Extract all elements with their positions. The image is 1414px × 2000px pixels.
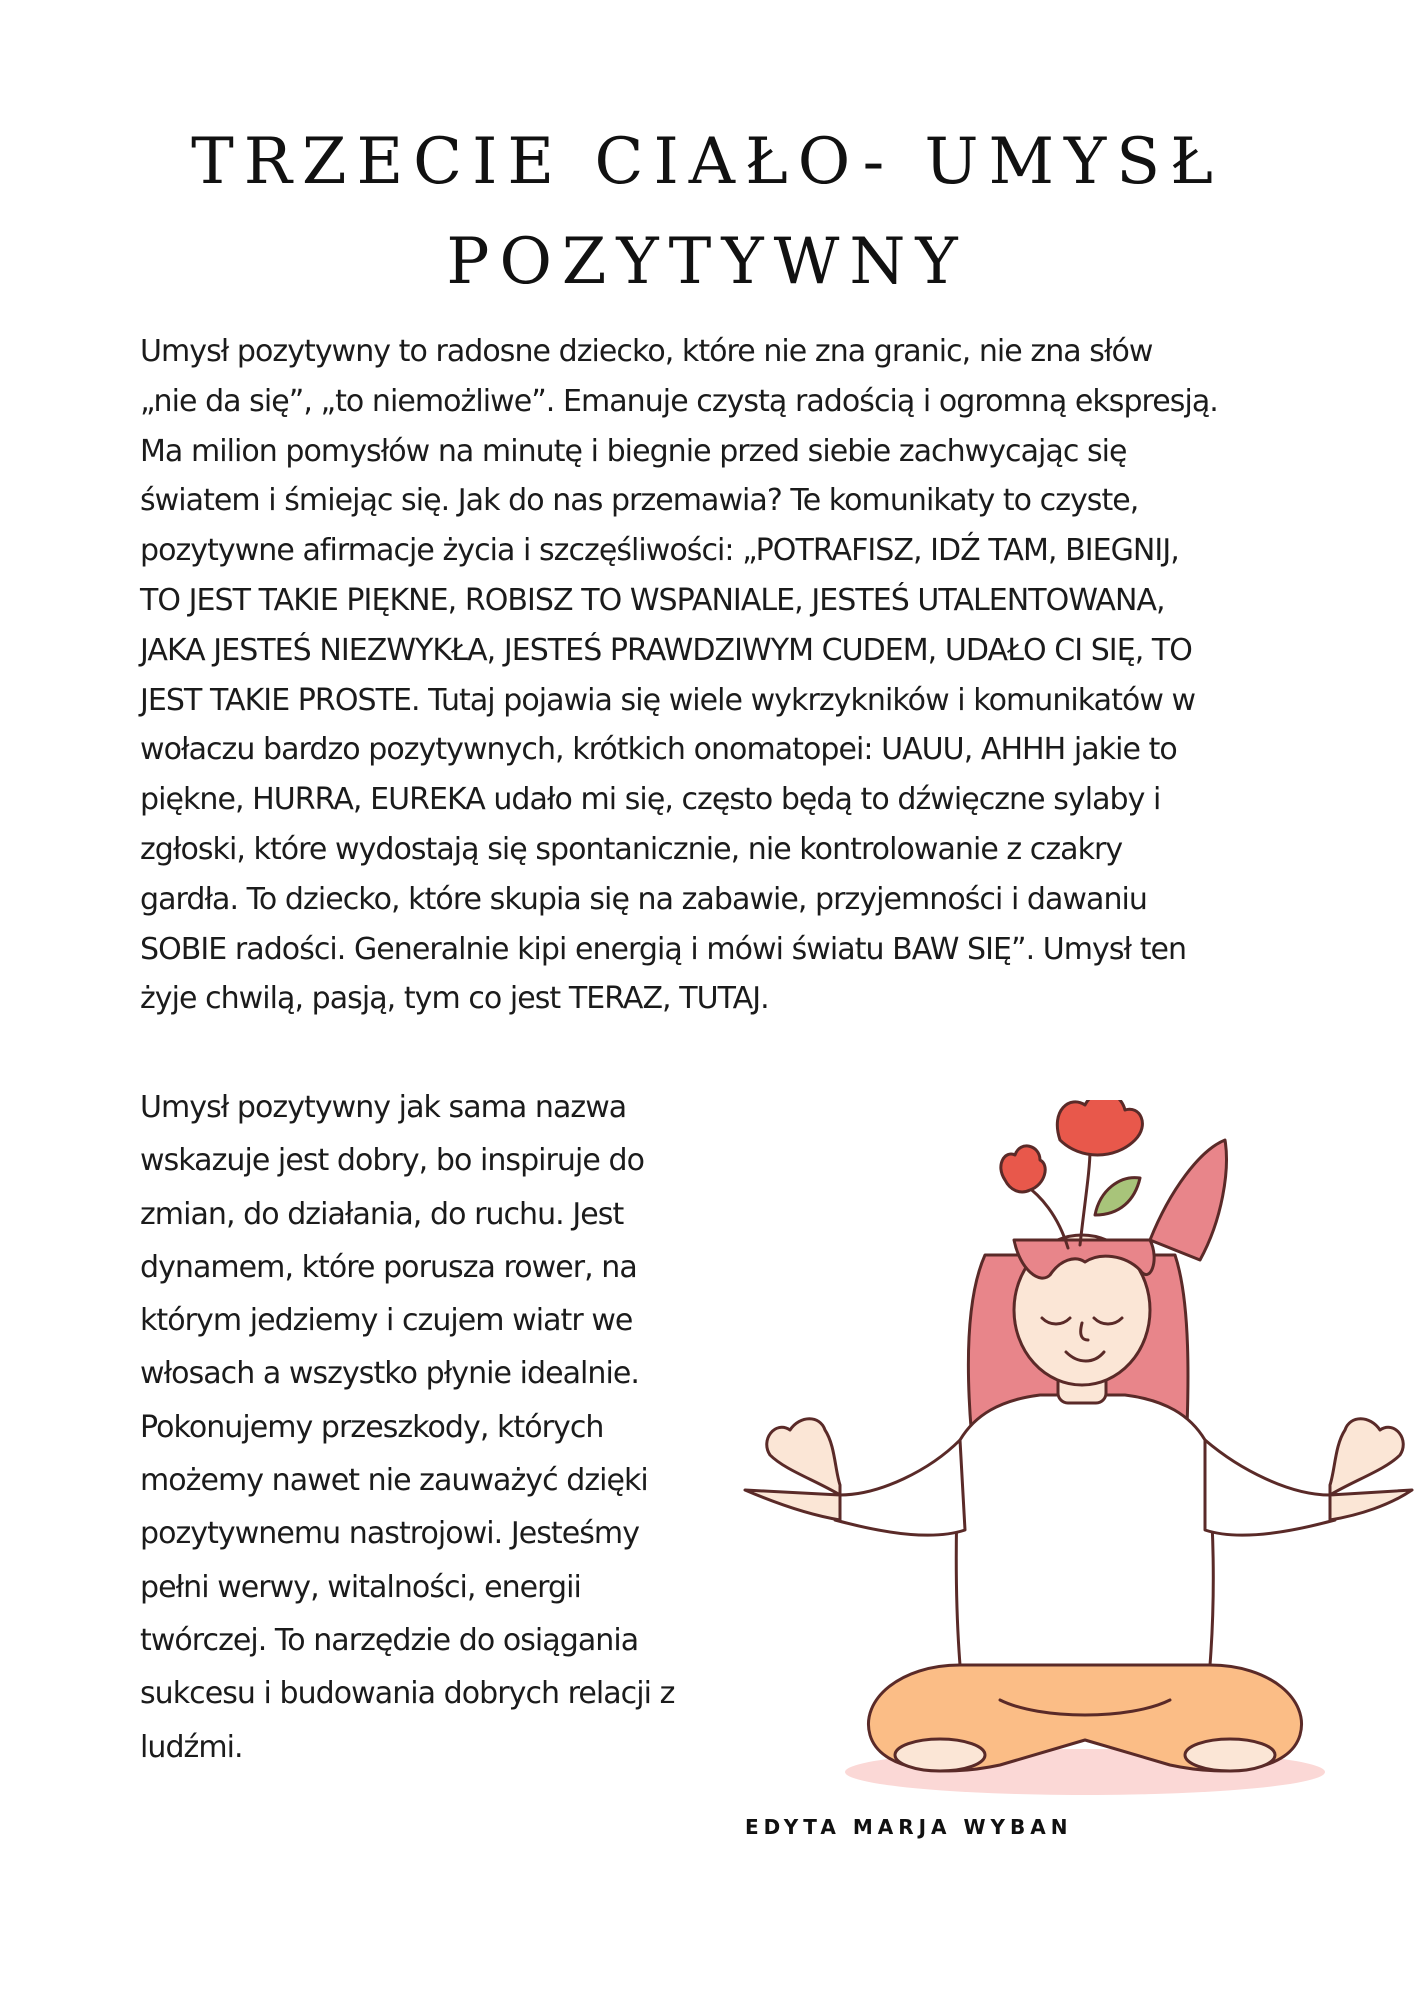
right-foot-shape	[1185, 1739, 1275, 1771]
paragraph-line: możemy nawet nie zauważyć dzięki	[140, 1463, 648, 1499]
paragraph-line: pozytywnemu nastrojowi. Jesteśmy	[140, 1516, 640, 1552]
paragraph-line: Pokonujemy przeszkody, których	[140, 1409, 604, 1445]
paragraph-line: „nie da się”, „to niemożliwe”. Emanuje czystą radością i ogromną ekspresją.	[140, 383, 1218, 419]
title-line-1: TRZECIE CIAŁO- UMYSŁ	[191, 125, 1223, 199]
paragraph-line: twórczej. To narzędzie do osiągania	[140, 1622, 639, 1658]
title-line-2: POZYTYWNY	[446, 225, 968, 299]
leaf-shape	[1095, 1178, 1140, 1215]
paragraph-line: Ma milion pomysłów na minutę i biegnie przed siebie zachwycając się	[140, 433, 1127, 469]
paragraph-line: żyje chwilą, pasją, tym co jest TERAZ, TUTAJ.	[140, 981, 769, 1017]
author-name: EDYTA MARJA WYBAN	[745, 1815, 1073, 1839]
paragraph-line: pozytywne afirmacje życia i szczęśliwości: „POTRAFISZ, IDŹ TAM, BIEGNIJ,	[140, 533, 1179, 569]
second-paragraph	[140, 1081, 760, 1774]
left-arm-shape	[835, 1440, 965, 1535]
paragraph-line: którym jedziemy i czujem wiatr we	[140, 1303, 633, 1339]
left-foot-shape	[895, 1739, 985, 1771]
paragraph-line: zgłoski, które wydostają się spontanicznie, nie kontrolowanie z czakry	[140, 831, 1123, 867]
flower-small	[1001, 1146, 1045, 1192]
paragraph-line: JAKA JESTEŚ NIEZWYKŁA, JESTEŚ PRAWDZIWYM CUDEM, UDAŁO CI SIĘ, TO	[140, 632, 1192, 668]
paragraph-line: wskazuje jest dobry, bo inspiruje do	[140, 1143, 644, 1179]
paragraph-line: światem i śmiejąc się. Jak do nas przemawia? Te komunikaty to czyste,	[140, 483, 1139, 519]
paragraph-line: wołaczu bardzo pozytywnych, krótkich onomatopei: UAUU, AHHH jakie to	[140, 732, 1177, 768]
paragraph-line: sukcesu i budowania dobrych relacji z	[140, 1676, 675, 1712]
meditating-woman-illustration	[715, 1100, 1414, 1800]
flower-large	[1057, 1100, 1142, 1155]
paragraph-line: gardła. To dziecko, które skupia się na zabawie, przyjemności i dawaniu	[140, 881, 1147, 917]
page-title	[80, 112, 1334, 312]
paragraph-line: dynamem, które porusza rower, na	[140, 1249, 637, 1285]
right-arm-shape	[1205, 1440, 1335, 1535]
paragraph-line: JEST TAKIE PROSTE. Tutaj pojawia się wiele wykrzykników i komunikatów w	[140, 682, 1196, 718]
paragraph-line: TO JEST TAKIE PIĘKNE, ROBISZ TO WSPANIALE, JESTEŚ UTALENTOWANA,	[140, 582, 1165, 618]
intro-paragraph	[140, 327, 1290, 1024]
paragraph-line: ludźmi.	[140, 1729, 243, 1765]
paragraph-line: Umysł pozytywny jak sama nazwa	[140, 1090, 627, 1125]
shirt-shape	[956, 1395, 1213, 1665]
paragraph-line: Umysł pozytywny to radosne dziecko, które nie zna granic, nie zna słów	[140, 334, 1153, 369]
paragraph-line: SOBIE radości. Generalnie kipi energią i mówi światu BAW SIĘ”. Umysł ten	[140, 931, 1187, 967]
paragraph-line: zmian, do działania, do ruchu. Jest	[140, 1196, 624, 1232]
paragraph-line: pełni werwy, witalności, energii	[140, 1569, 581, 1605]
left-hand-shape	[745, 1419, 840, 1520]
paragraph-line: piękne, HURRA, EUREKA udało mi się, często będą to dźwięczne sylaby i	[140, 782, 1161, 818]
right-hand-shape	[1330, 1419, 1412, 1520]
paragraph-line: włosach a wszystko płynie idealnie.	[140, 1356, 639, 1392]
head-lid-shape	[1150, 1140, 1226, 1260]
